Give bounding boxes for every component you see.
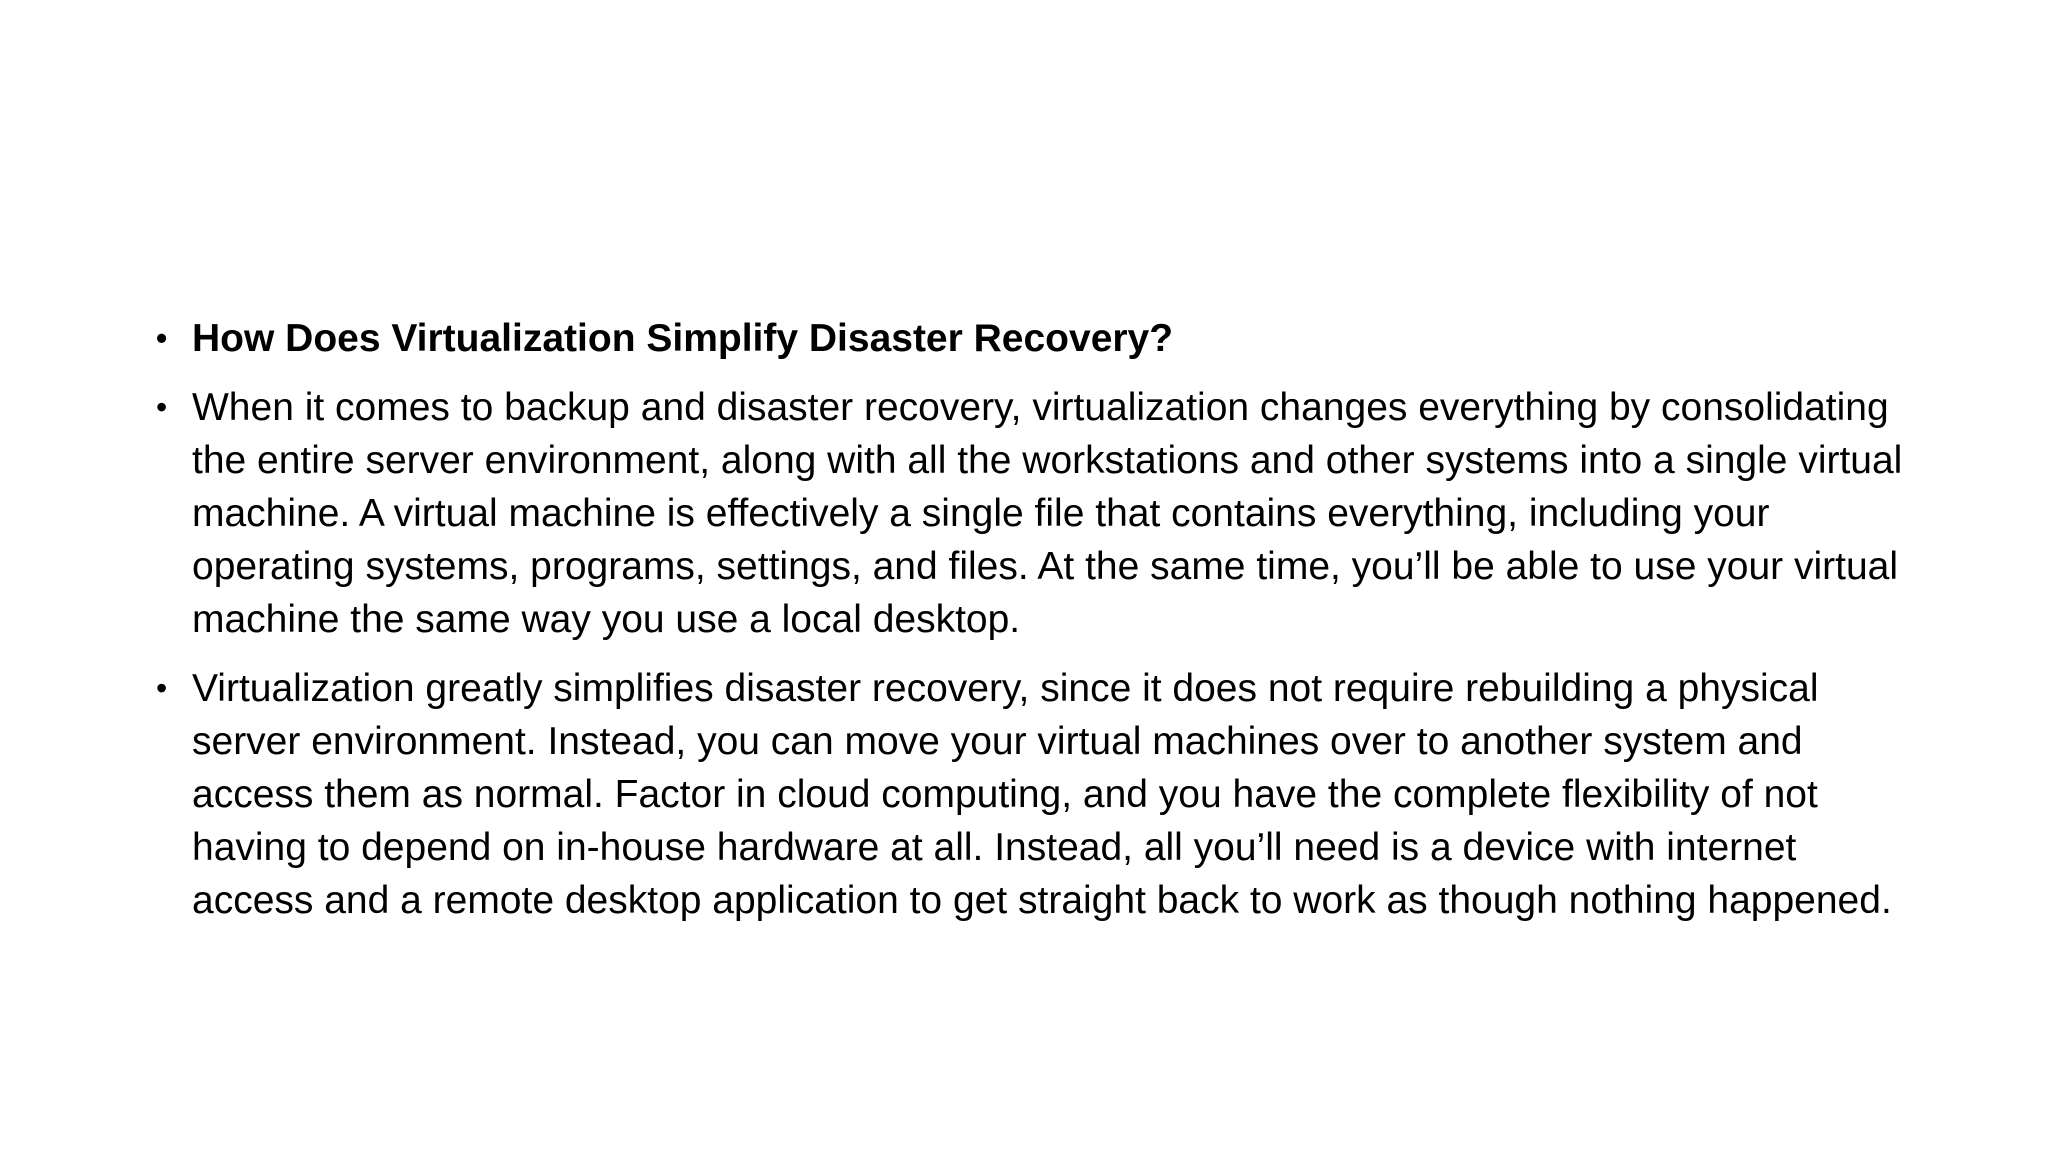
bullet-item: • When it comes to backup and disaster recovery, virtualization changes everything by consolidating the entire server environment, along with all the workstations and other systems into a single virtual machine. A virtual machine is effectively a single file that contains everything, including your operating systems, programs, settings, and files. At the same time, you’ll be able to use your virtual machine the same way you use a local desktop.	[148, 381, 1918, 646]
slide-body	[148, 312, 1918, 943]
bullet-item: • Virtualization greatly simplifies disaster recovery, since it does not require rebuilding a physical server environment. Instead, you can move your virtual machines over to another system and access them as normal. Factor in cloud computing, and you have the complete flexibility of not having to depend on in-house hardware at all. Instead, all you’ll need is a device with internet access and a remote desktop application to get straight back to work as though nothing happened.	[148, 662, 1918, 927]
slide-heading-bullet: • How Does Virtualization Simplify Disaster Recovery?	[148, 312, 1918, 365]
